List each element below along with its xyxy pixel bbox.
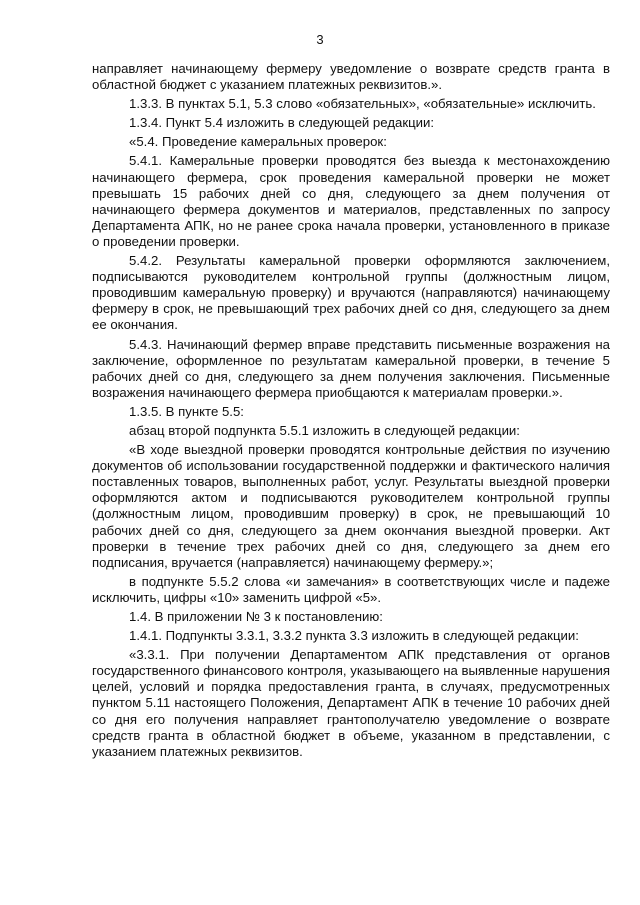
paragraph: направляет начинающему фермеру уведомление о возврате средств гранта в областной бюджет с указанием платежных реквизитов.». (92, 61, 610, 93)
paragraph: «3.3.1. При получении Департаментом АПК представления от органов государственного финансового контроля, указывающего на выявленные нарушения целей, условий и порядка предоставления гранта, в случаях, предусмотренных пунктом 5.11 настоящего Положения, Департамент АПК в течение 10 рабочих дней со дня его получения направляет грантополучателю уведомление о возврате средств гранта в областной бюджет в объеме, указанном в представлении, с указанием платежных реквизитов. (92, 647, 611, 759)
paragraph: 5.4.3. Начинающий фермер вправе представить письменные возражения на заключение, оформленное по результатам камеральной проверки, в течение 5 рабочих дней со дня, следующего за днем получения заключения. Письменные возражения начинающего фермера приобщаются к материалам проверки.». (92, 336, 610, 400)
document-body (92, 61, 610, 763)
paragraph: «В ходе выездной проверки проводятся контрольные действия по изучению документов об использовании государственной поддержки и фактического наличия поставленных товаров, выполненных работ, услуг. Результаты выездной проверки оформляются актом и подписываются руководителем контрольной группы (должностным лицом, проводившим проверку) в срок, не превышающий 10 рабочих дней со дня, следующего за днем окончания выездной проверки. Акт проверки в течение трех рабочих дней со дня, следующего за днем его подписания, вручается (направляется) начинающему фермеру.»; (92, 442, 610, 570)
paragraph: 1.3.4. Пункт 5.4 изложить в следующей редакции: (129, 115, 435, 131)
paragraph: 1.4.1. Подпункты 3.3.1, 3.3.2 пункта 3.3 изложить в следующей редакции: (129, 628, 579, 644)
paragraph: 1.4. В приложении № 3 к постановлению: (129, 609, 383, 624)
paragraph: абзац второй подпункта 5.5.1 изложить в следующей редакции: (129, 422, 520, 438)
paragraph: в подпункте 5.5.2 слова «и замечания» в соответствующих числе и падеже исключить, цифры «10» заменить цифрой «5». (92, 573, 610, 605)
page-number: 3 (316, 32, 324, 47)
paragraph: 1.3.5. В пункте 5.5: (129, 403, 244, 419)
paragraph: «5.4. Проведение камеральных проверок: (129, 134, 387, 150)
paragraph: 5.4.2. Результаты камеральной проверки оформляются заключением, подписываются руководителем контрольной группы (должностным лицом, проводившим камеральную проверку) и вручаются (направляются) начинающему фермеру в срок, не превышающий трех рабочих дней со дня, следующего за днем ее окончания. (92, 253, 610, 333)
paragraph: 5.4.1. Камеральные проверки проводятся без выезда к местонахождению начинающего фермера, срок проведения камеральной проверки не может превышать 15 рабочих дней со дня, следующего за днем получения от начинающего фермера документов и материалов, представленных по запросу Департамента АПК, но не ранее срока начала проверки, установленного в приказе о проведении проверки. (92, 153, 610, 249)
paragraph: 1.3.3. В пунктах 5.1, 5.3 слово «обязательных», «обязательные» исключить. (129, 96, 596, 112)
